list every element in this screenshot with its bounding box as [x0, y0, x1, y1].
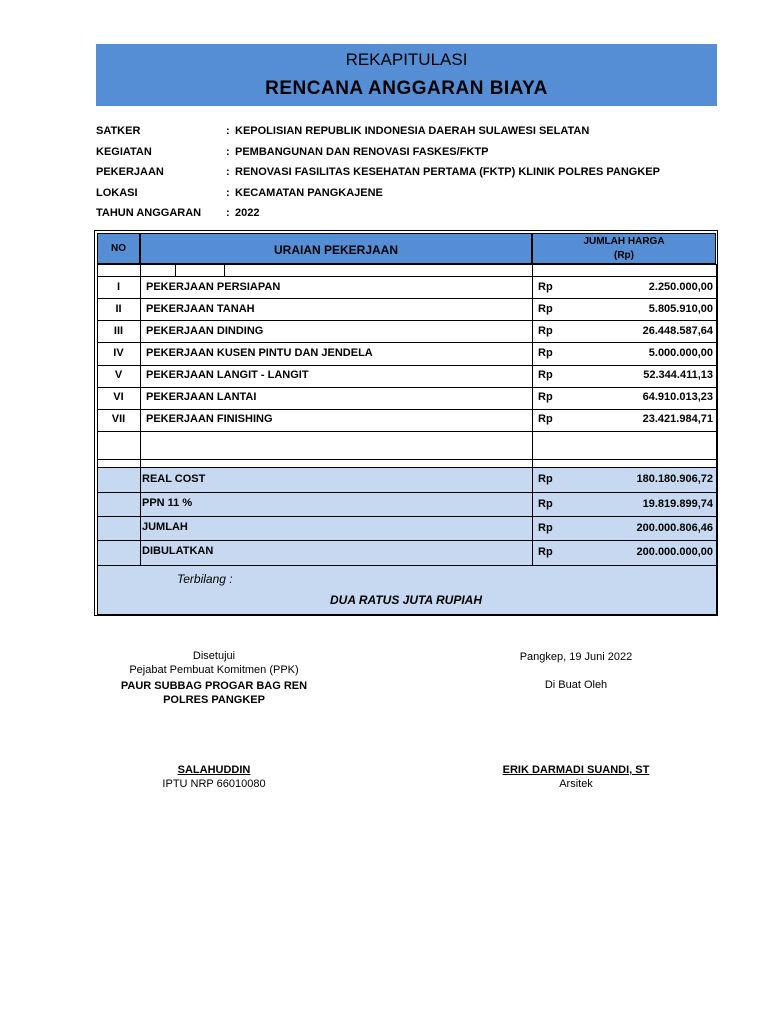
info-label: LOKASI: [96, 186, 138, 199]
row-currency: Rp: [538, 281, 553, 293]
row-uraian: PEKERJAAN TANAH: [146, 303, 255, 315]
budget-table: [94, 230, 718, 616]
sig-left-position: PAUR SUBBAG PROGAR BAG REN: [120, 680, 308, 692]
info-value: KECAMATAN PANGKAJENE: [235, 186, 383, 199]
header-uraian-cell: [140, 233, 532, 264]
row-no: III: [113, 325, 124, 337]
info-value: RENOVASI FASILITAS KESEHATAN PERTAMA (FKTP) KLINIK POLRES PANGKEP: [235, 166, 660, 179]
sig-left-name: SALAHUDDIN: [177, 764, 251, 776]
summary-label: DIBULATKAN: [142, 545, 214, 557]
terbilang-value: DUA RATUS JUTA RUPIAH: [330, 593, 482, 607]
title-banner: [96, 44, 717, 106]
summary-currency: Rp: [538, 546, 553, 558]
summary-amount: 200.000.806,46: [636, 522, 713, 534]
sig-right-role: Di Buat Oleh: [544, 679, 608, 691]
header-jumlah-line1: JUMLAH HARGA: [583, 236, 665, 247]
info-value: PEMBANGUNAN DAN RENOVASI FASKES/FKTP: [235, 145, 489, 158]
info-label: KEGIATAN: [96, 145, 152, 158]
header-no-cell: [97, 233, 140, 264]
row-no: VII: [111, 413, 126, 425]
row-amount: 23.421.984,71: [642, 413, 713, 425]
row-amount: 52.344.411,13: [643, 369, 713, 381]
row-currency: Rp: [538, 303, 553, 315]
row-uraian: PEKERJAAN LANGIT - LANGIT: [146, 369, 309, 381]
row-amount: 26.448.587,64: [642, 325, 713, 337]
info-value: 2022: [235, 207, 260, 220]
summary-label: JUMLAH: [142, 521, 188, 533]
row-no: VI: [113, 391, 124, 403]
row-no: I: [116, 281, 121, 293]
sig-right-name: ERIK DARMADI SUANDI, ST: [502, 764, 650, 776]
summary-label: REAL COST: [142, 473, 206, 485]
row-no: V: [114, 369, 123, 381]
row-currency: Rp: [538, 391, 553, 403]
sig-right-place-date: Pangkep, 19 Juni 2022: [519, 651, 633, 663]
summary-amount: 19.819.899,74: [642, 498, 713, 510]
sig-left-unit: POLRES PANGKEP: [163, 694, 265, 706]
summary-amount: 200.000.000,00: [636, 546, 713, 558]
row-currency: Rp: [538, 347, 553, 359]
row-uraian: PEKERJAAN LANTAI: [146, 391, 257, 403]
terbilang-label: Terbilang :: [177, 572, 233, 586]
row-amount: 2.250.000,00: [648, 281, 713, 293]
row-no: II: [115, 303, 122, 315]
info-label: SATKER: [96, 125, 141, 137]
document-title: REKAPITULASI: [345, 50, 468, 69]
sig-left-ppk: Pejabat Pembuat Komitmen (PPK): [129, 664, 299, 676]
summary-currency: Rp: [538, 522, 553, 534]
row-uraian: PEKERJAAN FINISHING: [146, 413, 273, 425]
row-currency: Rp: [538, 369, 553, 381]
header-jumlah-line2: (Rp): [614, 250, 634, 261]
sig-left-approved: Disetujui: [192, 650, 236, 662]
header-no: NO: [111, 243, 126, 254]
sig-right-title: Arsitek: [559, 778, 593, 790]
info-value: KEPOLISIAN REPUBLIK INDONESIA DAERAH SULAWESI SELATAN: [235, 125, 590, 137]
info-label: TAHUN ANGGARAN: [96, 207, 202, 220]
summary-currency: Rp: [538, 473, 553, 485]
info-label: PEKERJAAN: [96, 166, 164, 179]
header-uraian: URAIAN PEKERJAAN: [273, 243, 398, 257]
header-jumlah-cell: [532, 233, 716, 264]
document-subtitle: RENCANA ANGGARAN BIAYA: [265, 78, 548, 99]
row-currency: Rp: [538, 325, 553, 337]
row-amount: 64.910.013,23: [642, 391, 713, 403]
row-uraian: PEKERJAAN DINDING: [146, 325, 264, 337]
row-amount: 5.805.910,00: [648, 303, 713, 315]
summary-amount: 180.180.906,72: [636, 473, 713, 485]
row-uraian: PEKERJAAN PERSIAPAN: [146, 281, 281, 293]
summary-currency: Rp: [538, 498, 553, 510]
row-no: IV: [113, 347, 124, 359]
row-uraian: PEKERJAAN KUSEN PINTU DAN JENDELA: [146, 347, 373, 359]
row-currency: Rp: [538, 413, 553, 425]
summary-label: PPN 11 %: [142, 497, 193, 509]
row-amount: 5.000.000,00: [648, 347, 713, 359]
sig-left-nrp: IPTU NRP 66010080: [162, 778, 266, 790]
